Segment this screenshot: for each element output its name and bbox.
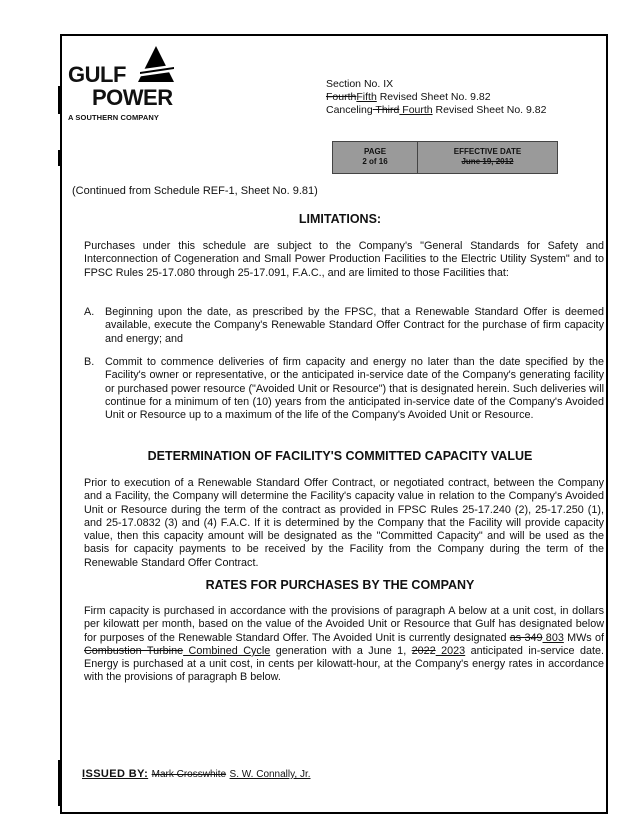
issued-by: [82, 768, 311, 780]
stamp-page-label: PAGE: [363, 147, 387, 156]
logo-tagline: A SOUTHERN COMPANY: [68, 113, 159, 122]
rates-year-old: 2022: [411, 644, 436, 657]
rates-text4: anticipated in-service date. Energy is purchased at a unit cost, in cents per kilowatt-hour, at the Company's energy rates in accordance with the provisions of paragraph B below.: [84, 644, 604, 684]
limitations-intro: Purchases under this schedule are subject to the Company's "General Standards for Safety and Interconnection of Cogeneration and Small Power Production Facilities to the Electric Utility System" and to FPSC Rules 25-17.080 through 25-17.091, F.A.C., and are limited to those Facilities that:: [84, 240, 604, 279]
rates-heading: RATES FOR PURCHASES BY THE COMPANY: [205, 578, 475, 592]
rates-text2: MWs of: [563, 631, 605, 644]
logo-mark-icon: [134, 44, 178, 84]
revised-rest: Revised Sheet No. 9.82: [376, 91, 491, 103]
stamp-page: [333, 142, 417, 173]
canceling-new: Fourth: [399, 104, 433, 116]
item-a-label: A.: [84, 306, 95, 318]
item-b-text: Commit to commence deliveries of firm capacity and energy no later than the date specified by the Facility's owner or representative, or the anticipated in-service date of the Company's generating facility or purchased power resource ("Avoided Unit or Resource") that is designated herein. Such deliveries will continue for a minimum of ten (10) years from the anticipated in-service date of the Company's Avoided Unit or Resource up to a maximum of the life of the Company's Avoided Unit or Resource.: [105, 356, 604, 422]
rates-mw-new: 803: [542, 631, 564, 644]
canceling-prefix: Canceling: [326, 104, 373, 116]
limitations-heading: LIMITATIONS:: [298, 212, 382, 226]
canceling-sheet: [326, 104, 546, 117]
stamp-effective: [418, 142, 557, 173]
section-number: Section No. IX: [326, 78, 394, 90]
revision-bar: [58, 86, 60, 114]
committed-heading: DETERMINATION OF FACILITY'S COMMITTED CAPACITY VALUE: [147, 449, 533, 463]
rates-text3: generation with a June 1,: [270, 644, 412, 657]
gulf-power-logo: [68, 44, 198, 124]
issued-old-name: Mark Crosswhite: [151, 769, 227, 780]
logo-line2: POWER: [92, 85, 173, 110]
rates-year-new: 2023: [435, 644, 466, 657]
stamp-effective-value: June 19, 2012: [461, 157, 514, 166]
revision-bar: [58, 760, 60, 806]
stamp-effective-label: EFFECTIVE DATE: [453, 147, 522, 156]
logo-line1: GULF: [68, 62, 126, 87]
canceling-old: Third: [372, 104, 400, 116]
revised-old: Fourth: [326, 91, 357, 103]
issued-new-name: S. W. Connally, Jr.: [229, 769, 311, 780]
rates-type-new: Combined Cycle: [183, 644, 271, 657]
rates-mw-old: as 349: [509, 631, 543, 644]
committed-text: Prior to execution of a Renewable Standard Offer Contract, or negotiated contract, between the Company and a Facility, the Company will determine the Facility's capacity value in relation to the Company's Avoided Unit or Resource during the term of the contract as provided in FPSC Rules 25-17.240 (2), 25-17.250 (1), and 25-17.0832 (3) and (4) F.A.C. If it is determined by the Company that the Facility will provide capacity value, then this capacity amount will be designated as the "Committed Capacity" and will be used as the basis for capacity payments to be received by the Facility from the Company during the term of the Renewable Standard Offer Contract.: [84, 477, 604, 569]
stamp-page-value: 2 of 16: [362, 157, 388, 166]
item-a-text: Beginning upon the date, as prescribed by the FPSC, that a Renewable Standard Offer is deemed available, execute the Company's Renewable Standard Offer Contract for the purchase of firm capacity and energy; and: [105, 306, 604, 345]
canceling-rest: Revised Sheet No. 9.82: [432, 104, 547, 116]
revised-new: Fifth: [356, 91, 377, 103]
revised-sheet: [326, 91, 546, 104]
revision-bar: [58, 150, 60, 166]
continued-note: (Continued from Schedule REF-1, Sheet No. 9.81): [72, 185, 318, 197]
effective-stamp: [332, 141, 558, 174]
issued-label: ISSUED BY:: [82, 768, 149, 780]
rates-text: [84, 605, 604, 685]
rates-type-old: Combustion Turbine: [84, 644, 184, 657]
sheet-info: [326, 78, 546, 117]
item-b-label: B.: [84, 356, 95, 368]
rates-text1: Firm capacity is purchased in accordance with the provisions of paragraph A below at a unit cost, in dollars per kilowatt per month, based on the value of the Avoided Unit or Resource that Gulf has designated below for purposes of the Renewable Standard Offer. The Avoided Unit is currently designated: [84, 605, 604, 644]
